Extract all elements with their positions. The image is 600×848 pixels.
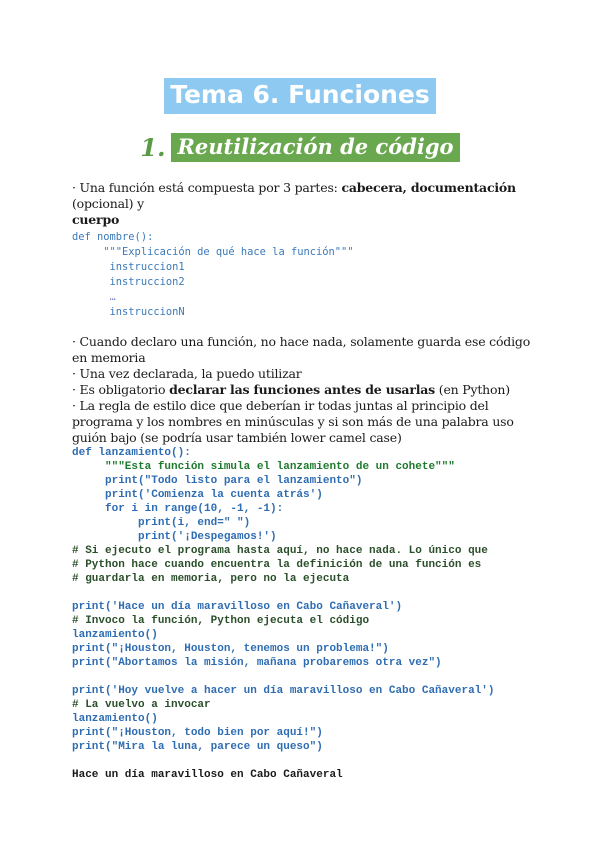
code-line: def nombre(): [72, 231, 154, 243]
code-line: print("Mira la luna, parece un queso") [72, 741, 323, 753]
paragraph-text: (opcional) y [72, 196, 144, 211]
program-output: Hace un día maravilloso en Cabo Cañaveral [72, 769, 343, 781]
code-line: … [72, 291, 116, 303]
code-line: instruccion1 [72, 261, 185, 273]
spacer [72, 754, 542, 768]
spacer [72, 320, 542, 334]
code-line: def lanzamiento(): [72, 447, 191, 459]
paragraph-text: · Una función está compuesta por 3 partes: [72, 180, 342, 195]
paragraph-declaration: · Cuando declaro una función, no hace nada, solamente guarda ese código en memoria [72, 334, 531, 365]
code-comment-line: # Python hace cuando encuentra la definición de una función es [72, 559, 482, 571]
section-title: Reutilización de código [171, 133, 459, 162]
code-block-invocation-2 [72, 684, 542, 754]
code-comment-line: # guardarla en memoria, pero no la ejecuta [72, 573, 350, 585]
paragraph-text: (en Python) [435, 382, 510, 397]
code-block-invocation-1 [72, 600, 542, 670]
code-line: print('Hace un día maravilloso en Cabo Cañaveral') [72, 601, 403, 613]
code-line: instruccion2 [72, 276, 185, 288]
code-line: print("¡Houston, Houston, tenemos un problema!") [72, 643, 389, 655]
bold-separator: , [402, 180, 411, 195]
paragraph-parts [72, 180, 542, 228]
title-container [0, 78, 600, 114]
paragraph-text: · Es obligatorio [72, 382, 170, 397]
code-line: print("Todo listo para el lanzamiento") [72, 475, 363, 487]
section-heading [0, 133, 600, 162]
bold-term: documentación [410, 180, 516, 195]
code-line: print("¡Houston, todo bien por aquí!") [72, 727, 323, 739]
code-comment-line: # La vuelvo a invocar [72, 699, 211, 711]
code-line: print('¡Despegamos!') [72, 531, 277, 543]
code-block-syntax [72, 230, 542, 320]
bold-term: cuerpo [72, 212, 120, 227]
paragraph-mandatory [72, 382, 542, 398]
code-comment-line: # Invoco la función, Python ejecuta el código [72, 615, 370, 627]
code-line: print("Abortamos la misión, mañana probaremos otra vez") [72, 657, 442, 669]
spacer [72, 670, 542, 684]
code-line: """Explicación de qué hace la función""" [72, 246, 354, 258]
paragraph-style-rule: · La regla de estilo dice que deberían ir todas juntas al principio del programa y los nombres en minúsculas y si son más de una palabra uso guión bajo (se podría usar también lower camel case) [72, 398, 514, 445]
paragraph-usage: · Una vez declarada, la puedo utilizar [72, 366, 302, 381]
code-line: """Esta función simula el lanzamiento de un cohete""" [72, 461, 455, 473]
code-line: lanzamiento() [72, 629, 158, 641]
document-body [72, 180, 542, 782]
code-line: print(i, end=" ") [72, 517, 251, 529]
spacer [72, 586, 542, 600]
code-block-example [72, 446, 542, 586]
code-line: print('Hoy vuelve a hacer un día maravilloso en Cabo Cañaveral') [72, 685, 495, 697]
bold-term: cabecera [341, 180, 403, 195]
code-line: print('Comienza la cuenta atrás') [72, 489, 323, 501]
code-line: lanzamiento() [72, 713, 158, 725]
code-line: for i in range(10, -1, -1): [72, 503, 284, 515]
page-title: Tema 6. Funciones [164, 78, 436, 114]
section-number: 1. [140, 133, 166, 162]
code-line: instruccionN [72, 306, 185, 318]
bold-term: declarar las funciones antes de usarlas [169, 382, 435, 397]
code-comment-line: # Si ejecuto el programa hasta aquí, no hace nada. Lo único que [72, 545, 488, 557]
